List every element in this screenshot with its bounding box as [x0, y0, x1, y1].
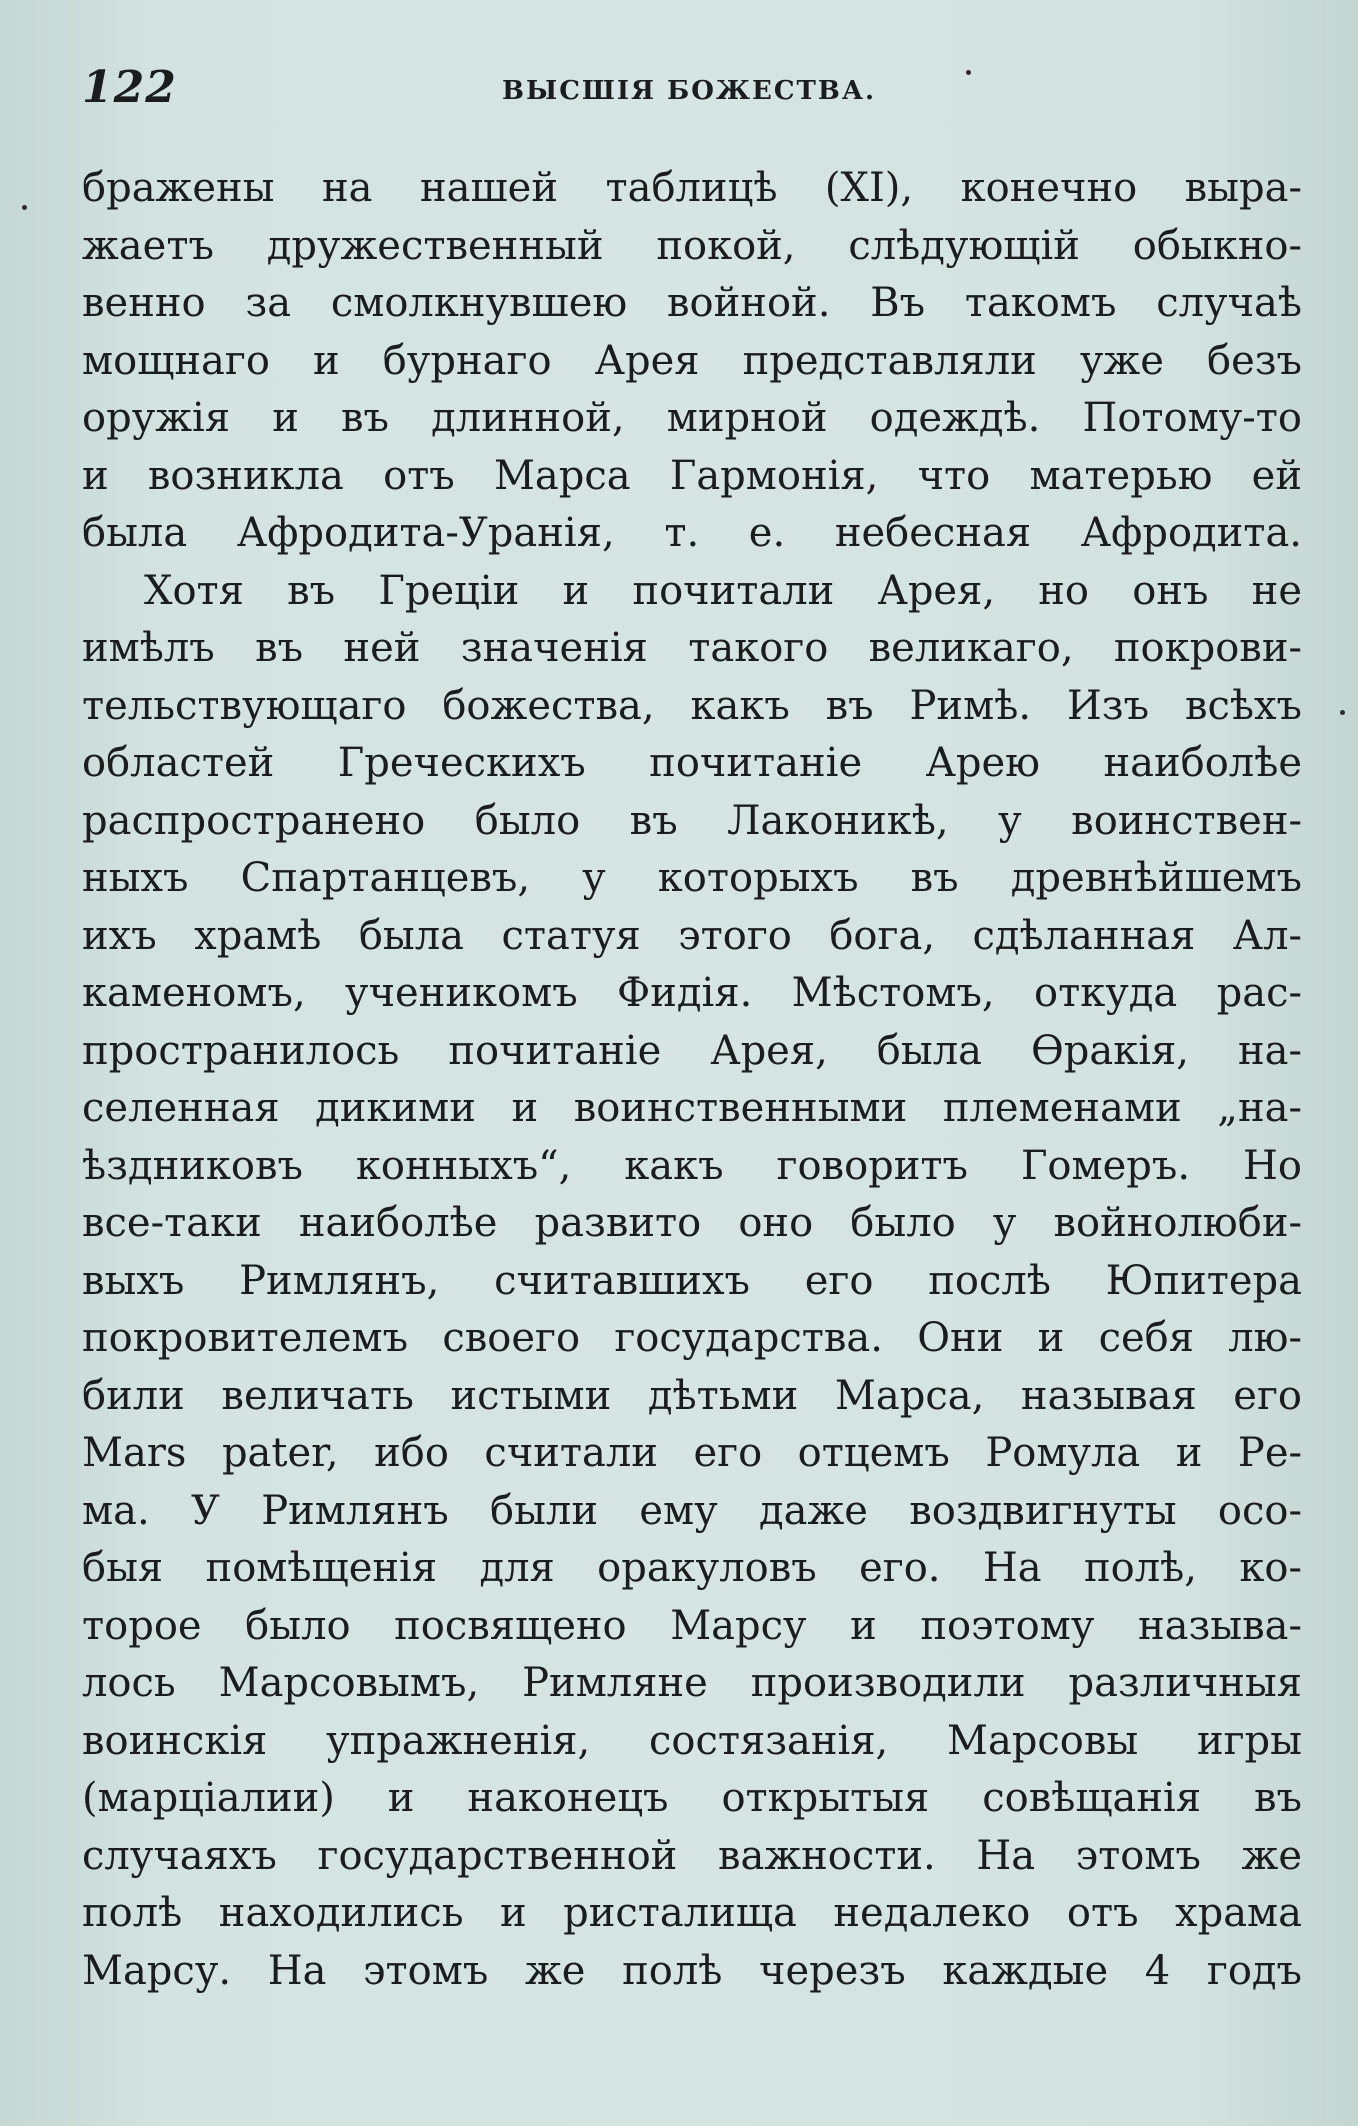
text-line: была Афродита-Уранія, т. е. небесная Афродита.	[82, 510, 1302, 556]
text-line: все-таки наиболѣе развито оно было у войнолюби-	[82, 1200, 1302, 1246]
text-line: жаетъ дружественный покой, слѣдующій обыкно-	[82, 222, 1302, 269]
text-line: распространено было въ Лаконикѣ, у воинствен-	[82, 797, 1302, 844]
text-line: выхъ Римлянъ, считавшихъ его послѣ Юпитера	[82, 1257, 1302, 1304]
text-line: случаяхъ государственной важности. На этомъ же	[82, 1832, 1302, 1879]
page-number: 122	[82, 62, 177, 113]
text-line: ма. У Римлянъ были ему даже воздвигнуты осо-	[82, 1487, 1302, 1534]
text-line: ныхъ Спартанцевъ, у которыхъ въ древнѣйшемъ	[82, 855, 1302, 901]
print-speck	[966, 70, 971, 75]
text-line: ѣздниковъ конныхъ“, какъ говоритъ Гомеръ. Но	[82, 1142, 1302, 1189]
text-line: быя помѣщенія для оракуловъ его. На полѣ, ко-	[82, 1545, 1302, 1591]
text-line: бражены на нашей таблицѣ (XI), конечно выра-	[82, 165, 1302, 211]
text-line: Mars pater, ибо считали его отцемъ Ромула и Ре-	[82, 1430, 1302, 1476]
text-line: мощнаго и бурнаго Арея представляли уже безъ	[82, 337, 1302, 384]
print-speck	[22, 205, 27, 210]
text-line: били величать истыми дѣтьми Марса, называя его	[82, 1372, 1302, 1419]
text-line: (марціалии) и наконецъ открытыя совѣщанія въ	[82, 1775, 1302, 1821]
text-line: тельствующаго божества, какъ въ Римѣ. Изъ всѣхъ	[82, 682, 1302, 729]
text-line: торое было посвящено Марсу и поэтому называ-	[82, 1602, 1302, 1649]
text-line: имѣлъ въ ней значенія такого великаго, покрови-	[82, 625, 1302, 671]
text-line: воинскія упражненія, состязанія, Марсовы игры	[82, 1717, 1302, 1764]
page-header	[82, 62, 1302, 122]
text-line: и возникла отъ Марса Гармонія, что матерью ей	[82, 452, 1302, 499]
body-text	[82, 160, 1302, 2000]
running-head: ВЫСШІЯ БОЖЕСТВА.	[502, 76, 877, 106]
text-line: каменомъ, ученикомъ Фидія. Мѣстомъ, откуда рас-	[82, 970, 1302, 1016]
paragraph-start-line: Хотя въ Греціи и почитали Арея, но онъ не	[144, 567, 1302, 614]
text-line: селенная дикими и воинственными племенами „на-	[82, 1085, 1302, 1131]
text-line: венно за смолкнувшею войной. Въ такомъ случаѣ	[82, 280, 1302, 326]
text-line: оружія и въ длинной, мирной одеждѣ. Потому-то	[82, 395, 1302, 441]
text-line: пространилось почитаніе Арея, была Ѳракія, на-	[82, 1027, 1302, 1074]
text-line: покровителемъ своего государства. Они и себя лю-	[82, 1315, 1302, 1361]
text-line: полѣ находились и ристалища недалеко отъ храма	[82, 1890, 1302, 1936]
text-line: областей Греческихъ почитаніе Арею наиболѣе	[82, 740, 1302, 786]
text-line: Марсу. На этомъ же полѣ черезъ каждые 4 годъ	[82, 1947, 1302, 1994]
print-speck	[1340, 710, 1345, 715]
text-line: ихъ храмѣ была статуя этого бога, сдѣланная Ал-	[82, 912, 1302, 959]
text-line: лось Марсовымъ, Римляне производили различныя	[82, 1660, 1302, 1706]
